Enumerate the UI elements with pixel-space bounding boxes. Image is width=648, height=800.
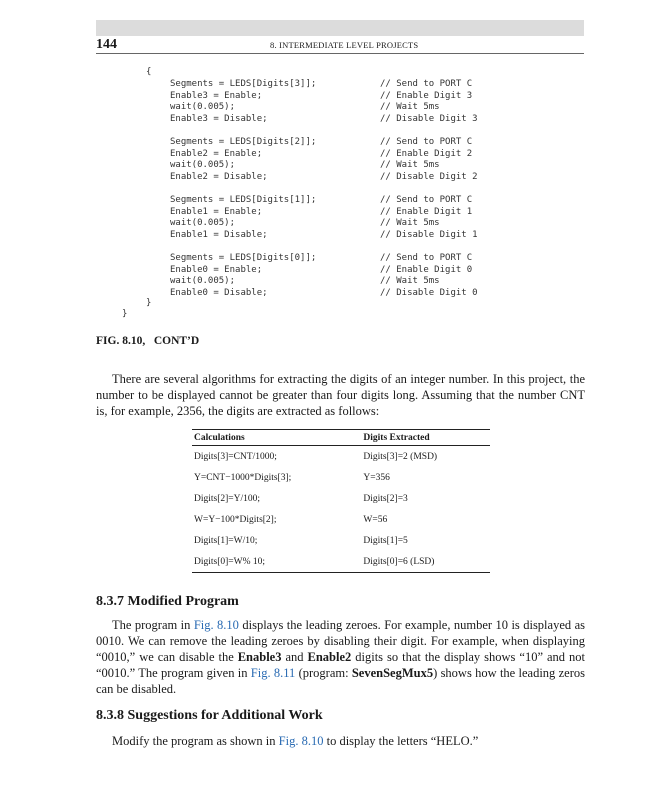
code-line: wait(0.005);	[170, 160, 236, 171]
code-comment: // Wait 5ms	[380, 160, 440, 171]
calculation-cell: Y=CNT−1000*Digits[3];	[194, 472, 292, 483]
digits-cell: Digits[0]=6 (LSD)	[353, 551, 490, 573]
section-837-paragraph	[96, 617, 585, 697]
calculation-cell: Digits[1]=W/10;	[194, 535, 258, 546]
enable2-term: Enable2	[307, 650, 352, 664]
digits-cell: Digits[2]=3	[363, 493, 408, 504]
table-row	[192, 530, 490, 551]
code-line: wait(0.005);	[170, 218, 236, 229]
code-comment: // Enable Digit 0	[380, 264, 473, 275]
code-line: Enable1 = Enable;	[170, 206, 263, 217]
code-line: Enable0 = Enable;	[170, 264, 263, 275]
code-comment: // Disable Digit 0	[380, 287, 478, 298]
table-row	[192, 467, 490, 488]
text: digits so that the display shows “10” and not “0010.” The program given in	[96, 650, 585, 680]
intro-paragraph-text: There are several algorithms for extracting the digits of an integer number. In this project, the number to be displayed cannot be greater than four digits long. Assuming that the number CNT is, for example, 2356, the digits are extracted as follows:	[96, 372, 585, 418]
code-line: Enable3 = Disable;	[170, 113, 268, 124]
figure-caption-text: CONT’D	[153, 335, 200, 347]
section-838-paragraph	[96, 733, 585, 749]
table-header-digits: Digits Extracted	[353, 430, 490, 446]
code-close-brace-inner: }	[146, 298, 152, 308]
table-header-row	[192, 430, 490, 446]
code-line: Segments = LEDS[Digits[2]];	[170, 137, 317, 147]
top-gray-band	[96, 20, 584, 36]
code-comment: // Send to PORT C	[380, 253, 473, 263]
code-line: wait(0.005);	[170, 276, 236, 287]
intro-paragraph	[96, 371, 585, 419]
code-line: Enable1 = Disable;	[170, 229, 268, 240]
code-line: Segments = LEDS[Digits[3]];	[170, 79, 317, 89]
digits-cell: W=56	[363, 514, 388, 525]
table-header-calculations: Calculations	[192, 430, 353, 446]
digits-cell: Digits[3]=2 (MSD)	[363, 451, 438, 462]
code-line: Enable2 = Enable;	[170, 148, 263, 159]
table-row	[192, 488, 490, 509]
calculation-cell: Digits[2]=Y/100;	[194, 493, 261, 504]
section-838-title: 8.3.8 Suggestions for Additional Work	[96, 708, 323, 723]
text: ) shows how the leading zeros can be disabled.	[96, 666, 585, 696]
code-close-brace-outer: }	[122, 309, 128, 319]
calculation-cell: Digits[3]=CNT/1000;	[194, 451, 277, 462]
program-name: SevenSegMux5	[351, 666, 434, 680]
text: to display the letters “HELO.”	[323, 734, 479, 748]
calculation-cell: Digits[0]=W% 10;	[192, 551, 353, 573]
code-comment: // Send to PORT C	[380, 137, 473, 147]
code-open-brace: {	[146, 67, 152, 77]
text: (program:	[295, 666, 352, 680]
header-rule	[96, 53, 584, 54]
table-row	[192, 551, 490, 573]
code-comment: // Disable Digit 1	[380, 229, 478, 240]
code-line: Enable0 = Disable;	[170, 287, 268, 298]
figure-caption	[96, 335, 199, 347]
running-head: 8. INTERMEDIATE LEVEL PROJECTS	[270, 40, 419, 50]
code-line: Enable2 = Disable;	[170, 171, 268, 182]
digits-cell: Digits[1]=5	[363, 535, 408, 546]
code-comment: // Wait 5ms	[380, 102, 440, 113]
code-line: Enable3 = Enable;	[170, 90, 263, 101]
code-comment: // Wait 5ms	[380, 218, 440, 229]
calculation-cell: W=Y−100*Digits[2];	[194, 514, 277, 525]
code-comment: // Send to PORT C	[380, 79, 473, 89]
code-comment: // Disable Digit 3	[380, 113, 478, 124]
code-comment: // Enable Digit 1	[380, 206, 473, 217]
table-row	[192, 509, 490, 530]
code-line: Segments = LEDS[Digits[1]];	[170, 195, 317, 205]
code-comment: // Wait 5ms	[380, 276, 440, 287]
figure-caption-label: FIG. 8.10,	[96, 335, 146, 347]
code-line: wait(0.005);	[170, 102, 236, 113]
text: and	[281, 650, 308, 664]
code-comment: // Enable Digit 3	[380, 90, 473, 101]
code-comment: // Disable Digit 2	[380, 171, 478, 182]
digit-extraction-table	[192, 429, 490, 573]
text: Modify the program as shown in	[112, 734, 279, 748]
text: The program in	[112, 618, 194, 632]
enable3-term: Enable3	[237, 650, 282, 664]
digits-cell: Y=356	[363, 472, 390, 483]
code-line: Segments = LEDS[Digits[0]];	[170, 253, 317, 263]
table-row	[192, 446, 490, 468]
fig-8-11-link[interactable]: Fig. 8.11	[250, 666, 296, 680]
text: displays the leading zeroes. For example, number 10 is displayed as 0010. We can remove the leading zeroes by disabling their digit. For example, when displaying “0010,” we can disable the	[96, 618, 585, 664]
code-comment: // Enable Digit 2	[380, 148, 473, 159]
page-number: 144	[96, 37, 117, 52]
code-comment: // Send to PORT C	[380, 195, 473, 205]
fig-8-10-link-2[interactable]: Fig. 8.10	[278, 734, 324, 748]
section-837-title: 8.3.7 Modified Program	[96, 594, 239, 609]
fig-8-10-link[interactable]: Fig. 8.10	[193, 618, 239, 632]
